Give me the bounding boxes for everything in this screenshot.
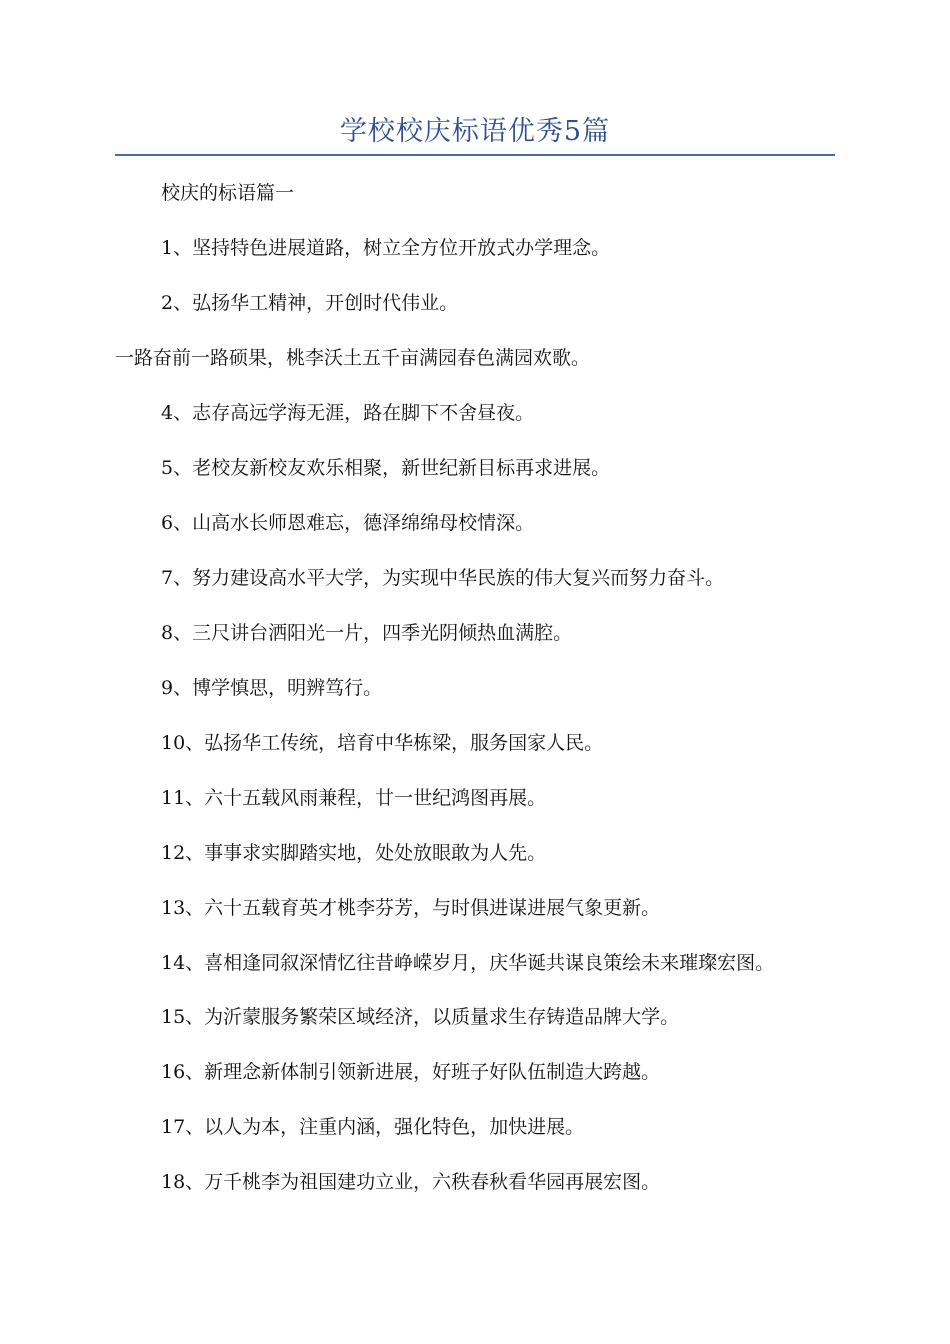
slogan-item: 9、博学慎思，明辨笃行。 <box>161 677 383 699</box>
document-title: 学校校庆标语优秀5篇 <box>339 116 611 147</box>
document-body <box>115 166 835 1210</box>
slogan-item: 15、为沂蒙服务繁荣区域经济，以质量求生存铸造品牌大学。 <box>161 1006 680 1028</box>
slogan-item: 一路奋前一路硕果，桃李沃土五千亩满园春色满园欢歌。 <box>115 347 591 369</box>
slogan-item: 10、弘扬华工传统，培育中华栋梁，服务国家人民。 <box>161 732 604 754</box>
slogan-item: 16、新理念新体制引领新进展，好班子好队伍制造大跨越。 <box>161 1061 661 1083</box>
slogan-item: 14、喜相逢同叙深情忆往昔峥嵘岁月，庆华诞共谋良策绘未来璀璨宏图。 <box>161 952 775 974</box>
slogan-item: 1、坚持特色进展道路，树立全方位开放式办学理念。 <box>161 237 611 259</box>
slogan-item: 4、志存高远学海无涯，路在脚下不舍昼夜。 <box>161 402 535 424</box>
slogan-item: 13、六十五载育英才桃李芬芳，与时俱进谋进展气象更新。 <box>161 897 661 919</box>
slogan-item: 5、老校友新校友欢乐相聚，新世纪新目标再求进展。 <box>161 457 611 479</box>
section-heading: 校庆的标语篇一 <box>161 182 295 204</box>
slogan-item: 12、事事求实脚踏实地，处处放眼敢为人先。 <box>161 842 547 864</box>
slogan-item: 17、以人为本，注重内涵，强化特色，加快进展。 <box>161 1116 585 1138</box>
title-underline <box>115 154 835 156</box>
slogan-item: 18、万千桃李为祖国建功立业，六秩春秋看华园再展宏图。 <box>161 1171 661 1193</box>
slogan-item: 8、三尺讲台洒阳光一片，四季光阴倾热血满腔。 <box>161 622 573 644</box>
slogan-item: 6、山高水长师恩难忘，德泽绵绵母校情深。 <box>161 512 535 534</box>
slogan-item: 11、六十五载风雨兼程，廿一世纪鸿图再展。 <box>161 787 547 809</box>
slogan-item: 2、弘扬华工精神，开创时代伟业。 <box>161 292 459 314</box>
slogan-item: 7、努力建设高水平大学，为实现中华民族的伟大复兴而努力奋斗。 <box>161 567 725 589</box>
